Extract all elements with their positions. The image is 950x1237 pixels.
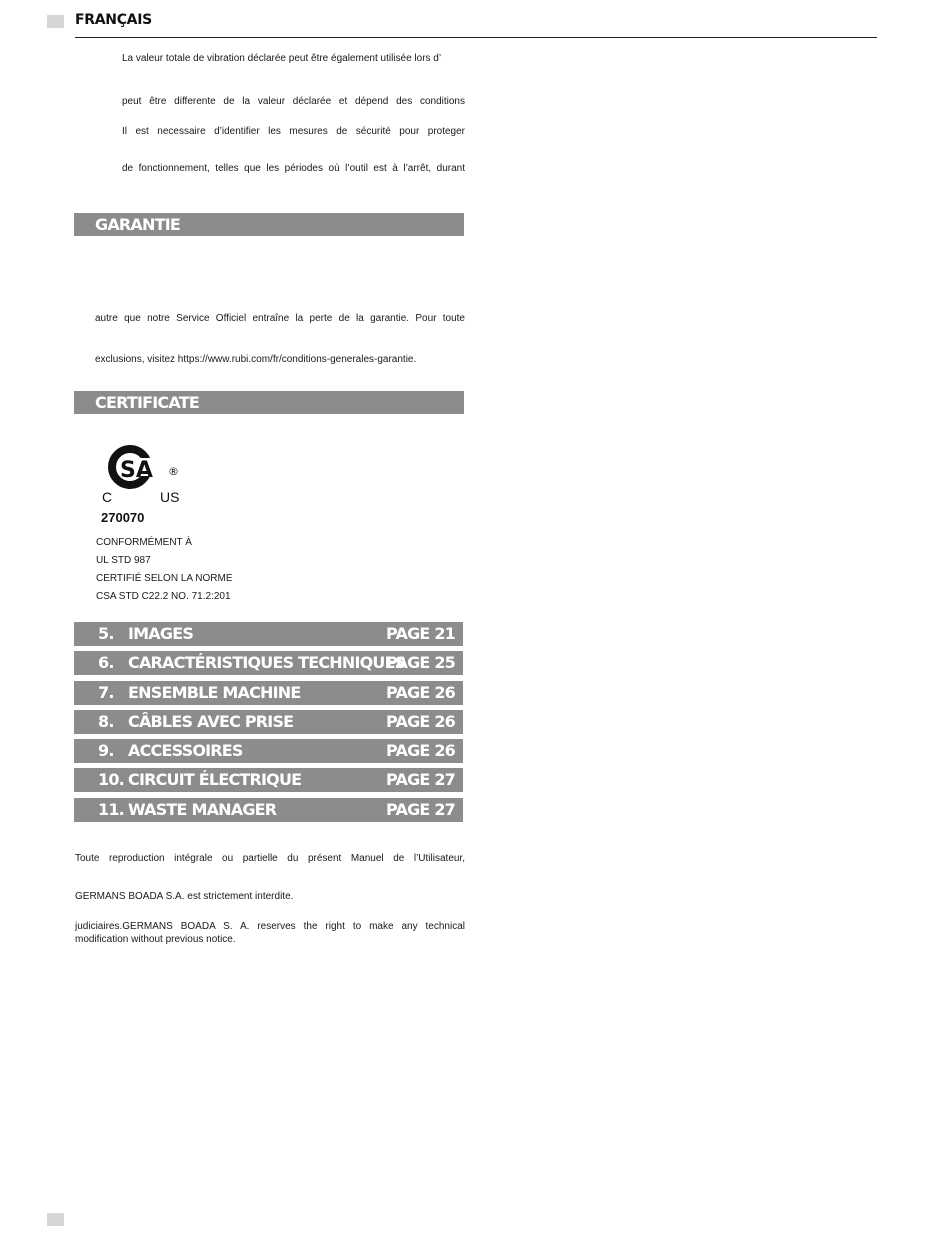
vibration-line-3: Il est necessaire d’identifier les mesures de sécurité pour proteger xyxy=(122,126,465,137)
toc-number: 5. xyxy=(98,624,114,643)
certificate-line: CSA STD C22.2 NO. 71.2:201 xyxy=(96,591,231,602)
toc-number: 9. xyxy=(98,741,114,761)
toc-page: PAGE 26 xyxy=(386,711,455,731)
language-title: FRANÇAIS xyxy=(75,12,152,28)
header-rule xyxy=(75,37,877,38)
toc-page: PAGE 27 xyxy=(386,799,455,819)
toc-page: PAGE 26 xyxy=(386,682,455,702)
toc-number: 8. xyxy=(98,711,114,731)
corner-tab-top xyxy=(47,15,64,28)
toc-title: CÂBLES AVEC PRISE xyxy=(128,711,294,731)
csa-letters-icon: SA xyxy=(120,458,153,483)
vibration-line-4: de fonctionnement, telles que les périodes où l’outil est à l’arrêt, durant xyxy=(122,163,465,174)
warranty-heading: GARANTIE xyxy=(74,213,464,236)
toc-item-waste-manager[interactable] xyxy=(74,798,463,822)
toc-page: PAGE 26 xyxy=(386,741,455,761)
toc-item-cables[interactable] xyxy=(74,710,463,734)
toc-page: PAGE 27 xyxy=(386,770,455,790)
corner-tab-bottom xyxy=(47,1213,64,1226)
certificate-line: UL STD 987 xyxy=(96,555,151,566)
toc-item-electric-circuit[interactable] xyxy=(74,768,463,792)
toc-number: 6. xyxy=(98,653,114,673)
toc-item-accessories[interactable] xyxy=(74,739,463,763)
csa-left-mark: C xyxy=(102,489,113,505)
vibration-line-2: peut être differente de la valeur déclarée et dépend des conditions xyxy=(122,96,465,107)
csa-certificate-number: 270070 xyxy=(101,510,145,525)
certificate-heading: CERTIFICATE xyxy=(74,391,464,414)
vibration-line-1: La valeur totale de vibration déclarée peut être également utilisée lors d’ xyxy=(122,53,442,64)
toc-title: CARACTÉRISTIQUES TECHNIQUES xyxy=(128,653,406,673)
csa-certification-mark-icon xyxy=(100,436,190,526)
toc-title: CIRCUIT ÉLECTRIQUE xyxy=(128,770,302,790)
certificate-line: CONFORMÉMENT À xyxy=(96,537,192,548)
csa-registered-mark: ® xyxy=(168,465,179,478)
footer-note-line-1: Toute reproduction intégrale ou partielle du présent Manuel de l’Utilisateur, xyxy=(75,853,465,864)
toc-item-images[interactable] xyxy=(74,622,463,646)
warranty-line-2: exclusions, visitez https://www.rubi.com/fr/conditions-generales-garantie. xyxy=(95,354,417,365)
toc-title: ENSEMBLE MACHINE xyxy=(128,682,301,702)
toc-number: 10. xyxy=(98,770,124,790)
footer-note-line-3: judiciaires.GERMANS BOADA S. A. reserves the right to make any technical modification without previous notice. xyxy=(75,921,465,945)
toc-title: WASTE MANAGER xyxy=(128,799,277,819)
certificate-line: CERTIFIÉ SELON LA NORME xyxy=(96,573,233,584)
toc-item-technical-specs[interactable] xyxy=(74,651,463,675)
toc-number: 7. xyxy=(98,682,114,702)
footer-note-line-2: GERMANS BOADA S.A. est strictement interdite. xyxy=(75,891,294,902)
toc-title: IMAGES xyxy=(128,624,194,643)
warranty-line-1: autre que notre Service Officiel entraîne la perte de la garantie. Pour toute xyxy=(95,313,465,324)
toc-page: PAGE 21 xyxy=(386,624,455,643)
toc-item-machine-assembly[interactable] xyxy=(74,681,463,705)
toc-title: ACCESSOIRES xyxy=(128,741,243,761)
table-of-contents xyxy=(74,622,463,827)
csa-right-mark: US xyxy=(160,489,180,505)
certificate-lines xyxy=(96,534,233,606)
toc-page: PAGE 25 xyxy=(386,653,455,673)
toc-number: 11. xyxy=(98,799,124,819)
